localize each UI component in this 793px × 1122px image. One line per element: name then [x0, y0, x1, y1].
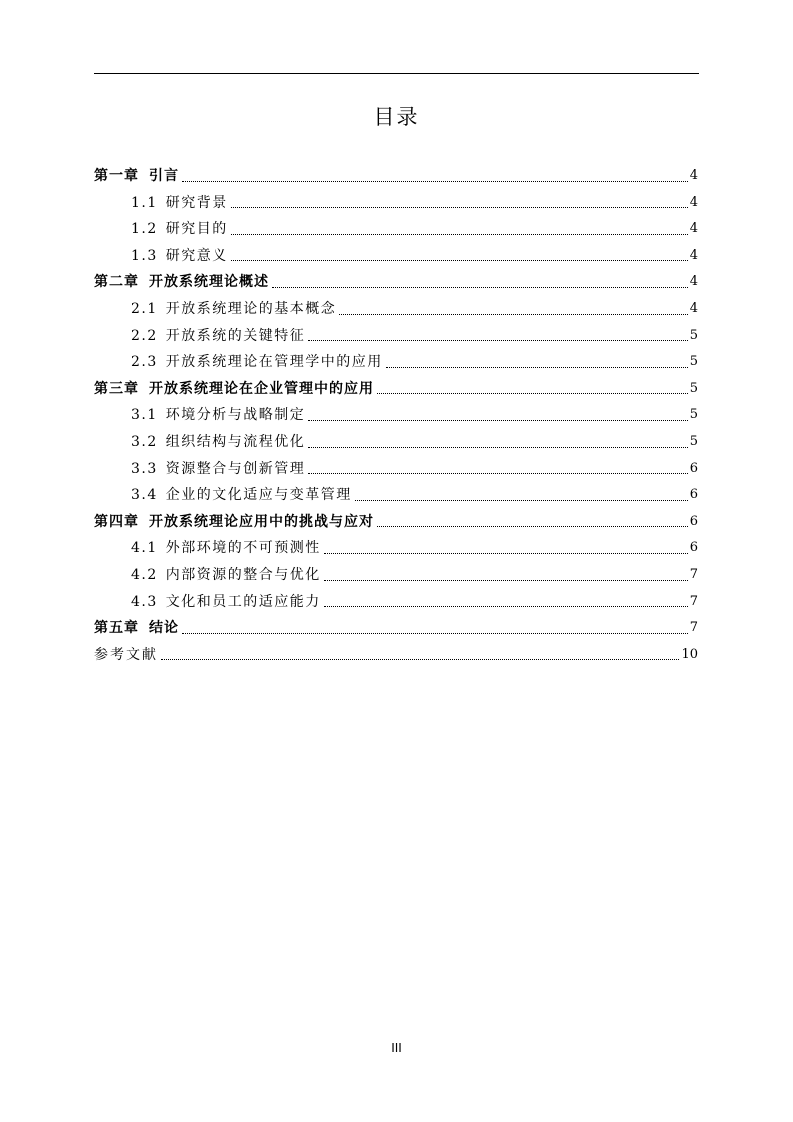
toc-entry-page: 5: [689, 407, 698, 423]
toc-entry-page: 4: [689, 194, 698, 210]
toc-entry-title: 开放系统理论在管理学中的应用: [165, 354, 383, 371]
toc-entry-page: 5: [689, 327, 698, 343]
toc-entry-number: 第二章: [94, 274, 139, 291]
toc-entry-number: 第一章: [94, 168, 139, 184]
toc-entry-number: 1.1: [131, 194, 158, 211]
dot-leader: [308, 420, 687, 421]
toc-entry-section-3-1[interactable]: [94, 402, 698, 429]
dot-leader: [324, 580, 688, 581]
toc-entry-page: 4: [689, 247, 698, 263]
dot-leader: [182, 181, 688, 182]
toc-entry-title: 开放系统理论概述: [149, 274, 269, 291]
toc-entry-page: 5: [689, 354, 698, 370]
toc-entry-number: 3.2: [131, 433, 158, 450]
toc-entry-section-4-2[interactable]: [94, 562, 698, 589]
toc-entry-number: 4.3: [131, 593, 158, 610]
dot-leader: [377, 526, 688, 527]
dot-leader: [182, 633, 688, 634]
toc-entry-title: 引言: [149, 168, 179, 184]
toc-entry-section-3-2[interactable]: [94, 429, 698, 456]
toc-entry-section-2-1[interactable]: [94, 296, 698, 323]
toc-entry-section-3-4[interactable]: [94, 482, 698, 509]
toc-entry-title: 资源整合与创新管理: [165, 460, 306, 477]
toc-entry-section-4-3[interactable]: [94, 589, 698, 616]
toc-entry-title: 外部环境的不可预测性: [165, 540, 321, 557]
toc-entry-section-1-2[interactable]: [94, 216, 698, 243]
table-of-contents: [94, 163, 698, 668]
toc-entry-title: 企业的文化适应与变革管理: [165, 487, 352, 504]
toc-entry-page: 4: [689, 168, 698, 183]
toc-entry-title: 内部资源的整合与优化: [165, 566, 321, 583]
toc-entry-page: 7: [689, 593, 698, 609]
dot-leader: [231, 234, 688, 235]
toc-entry-page: 4: [689, 221, 698, 237]
toc-entry-page: 4: [689, 274, 698, 290]
toc-entry-chapter-4[interactable]: [94, 509, 698, 536]
dot-leader: [161, 659, 679, 660]
toc-entry-section-4-1[interactable]: [94, 535, 698, 562]
toc-entry-section-1-3[interactable]: [94, 243, 698, 270]
toc-entry-title: 组织结构与流程优化: [165, 433, 306, 450]
dot-leader: [231, 207, 688, 208]
dot-leader: [308, 340, 687, 341]
toc-entry-chapter-2[interactable]: [94, 269, 698, 296]
toc-entry-chapter-5[interactable]: [94, 615, 698, 642]
toc-entry-number: 第四章: [94, 513, 139, 530]
page-title: 目录: [373, 105, 420, 129]
toc-entry-page: 10: [681, 646, 698, 662]
toc-entry-number: 第三章: [94, 380, 139, 397]
dot-leader: [231, 260, 688, 261]
toc-entry-page: 6: [689, 540, 698, 556]
toc-entry-page: 7: [689, 566, 698, 582]
toc-entry-title: 环境分析与战略制定: [165, 407, 306, 424]
dot-leader: [308, 447, 687, 448]
dot-leader: [339, 314, 687, 315]
toc-entry-page: 5: [689, 380, 698, 396]
toc-entry-title: 开放系统理论的基本概念: [165, 300, 337, 317]
toc-entry-number: 2.1: [131, 300, 158, 317]
toc-entry-number: 3.3: [131, 460, 158, 477]
dot-leader: [308, 473, 687, 474]
toc-entry-number: 4.2: [131, 566, 158, 583]
toc-entry-page: 6: [689, 513, 698, 529]
page-number-footer: III: [391, 1041, 402, 1055]
toc-entry-title: 开放系统理论在企业管理中的应用: [149, 380, 374, 397]
toc-entry-section-2-2[interactable]: [94, 323, 698, 350]
header-rule: [94, 73, 699, 74]
toc-entry-page: 7: [689, 620, 698, 636]
toc-entry-title: 研究背景: [165, 194, 228, 211]
toc-entry-title: 开放系统的关键特征: [165, 327, 306, 344]
toc-entry-section-3-3[interactable]: [94, 456, 698, 483]
toc-entry-number: 2.3: [131, 354, 158, 371]
toc-entry-title: 参考文献: [94, 646, 158, 663]
toc-entry-title: 研究目的: [165, 221, 228, 238]
dot-leader: [272, 287, 688, 288]
toc-entry-title: 研究意义: [165, 247, 228, 264]
toc-entry-number: 3.1: [131, 407, 158, 424]
toc-entry-page: 6: [689, 460, 698, 476]
toc-entry-title: 文化和员工的适应能力: [165, 593, 321, 610]
toc-entry-chapter-3[interactable]: [94, 376, 698, 403]
toc-entry-page: 6: [689, 487, 698, 503]
dot-leader: [324, 553, 688, 554]
dot-leader: [386, 367, 688, 368]
toc-entry-page: 4: [689, 300, 698, 316]
toc-entry-section-1-1[interactable]: [94, 190, 698, 217]
toc-entry-number: 1.3: [131, 247, 158, 264]
toc-entry-title: 开放系统理论应用中的挑战与应对: [149, 513, 374, 530]
toc-entry-number: 1.2: [131, 221, 158, 238]
toc-entry-number: 第五章: [94, 620, 139, 637]
toc-entry-references[interactable]: [94, 642, 698, 669]
dot-leader: [377, 393, 688, 394]
toc-entry-number: 2.2: [131, 327, 158, 344]
toc-entry-number: 3.4: [131, 487, 158, 504]
dot-leader: [324, 606, 688, 607]
toc-entry-number: 4.1: [131, 540, 158, 557]
dot-leader: [355, 500, 688, 501]
toc-entry-chapter-1[interactable]: [94, 163, 698, 190]
toc-entry-title: 结论: [149, 620, 179, 637]
toc-entry-page: 5: [689, 433, 698, 449]
toc-entry-section-2-3[interactable]: [94, 349, 698, 376]
